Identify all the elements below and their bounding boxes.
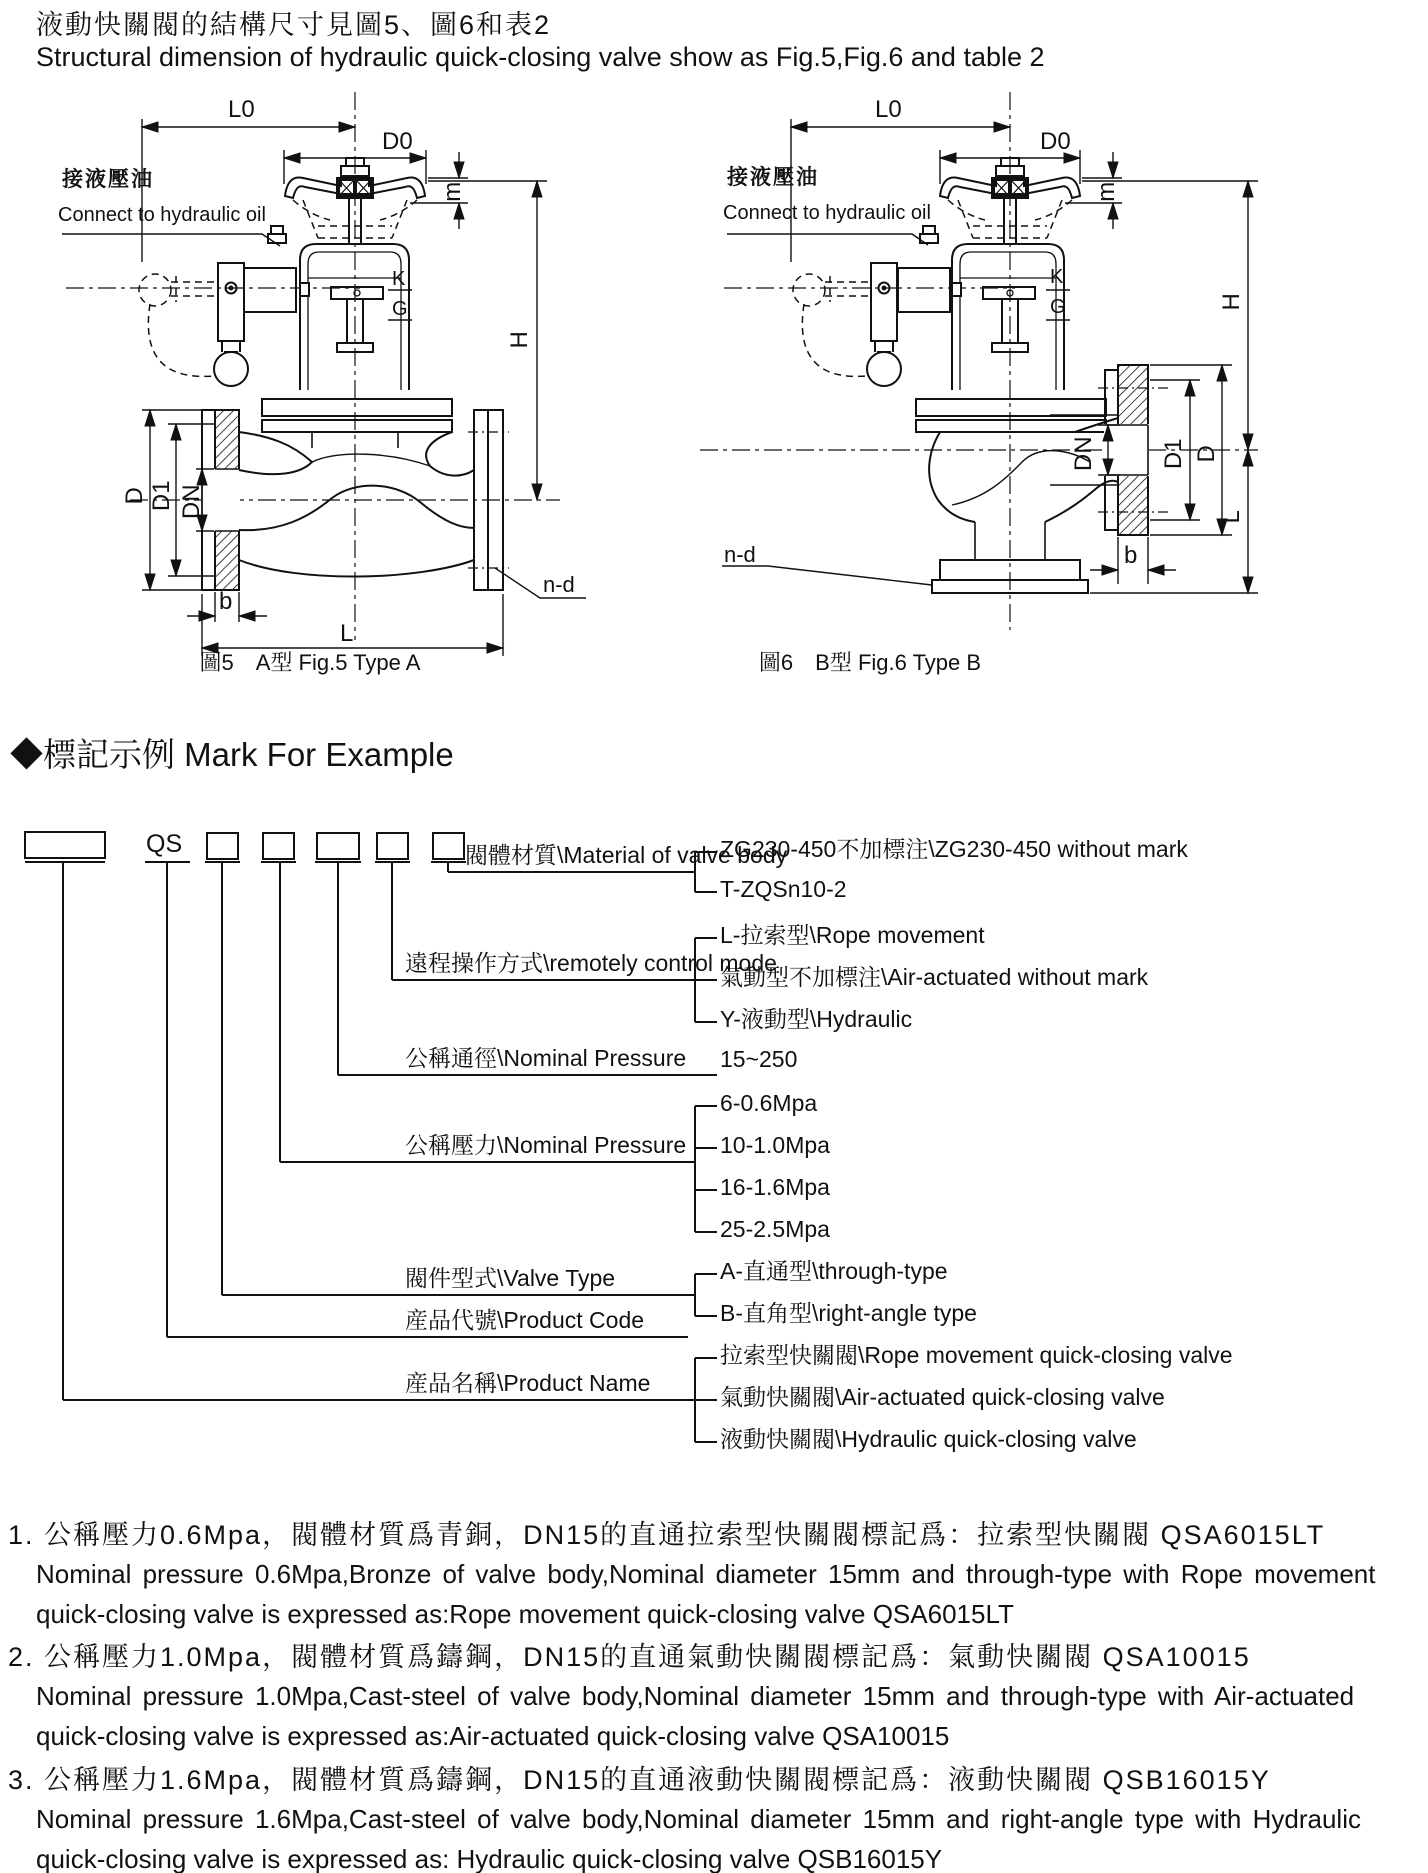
note3-en-line2: quick-closing valve is expressed as: Hydraulic quick-closing valve QSB16015Y	[36, 1844, 943, 1873]
fig6-dim-d-label: D	[1193, 445, 1221, 463]
fig5-dim-l-label: L	[340, 620, 354, 647]
mark-value-diameter-range: 15~250	[720, 1046, 798, 1072]
mark-box-diameter	[317, 833, 359, 859]
fig5-dim-d0-label: D0	[382, 128, 413, 155]
mark-value-name-1: 拉索型快關閥\Rope movement quick-closing valve	[720, 1342, 1233, 1368]
fig5-dim-dn-label: DN	[178, 484, 206, 520]
fig5-dim-b-label: b	[219, 588, 233, 615]
fig6-dim-l-vert-label: L	[1218, 510, 1246, 524]
mark-box-pressure	[263, 833, 294, 859]
mark-value-pressure-2: 10-1.0Mpa	[720, 1132, 830, 1158]
fig6-dim-b-label: b	[1124, 542, 1138, 569]
note1-en-line2: quick-closing valve is expressed as:Rope movement quick-closing valve QSA6015LT	[36, 1599, 1014, 1629]
fig6-dim-nd-label: n-d	[724, 542, 756, 567]
mark-value-material-2: T-ZQSn10-2	[720, 876, 847, 902]
fig6-dim-d1-label: D1	[1160, 438, 1188, 470]
note3-zh: 3. 公稱壓力1.6Mpa，閥體材質爲鑄鋼，DN15的直通液動快關閥標記爲：液動快關閥 QSB16015Y	[8, 1765, 1271, 1795]
note3-en-line1: Nominal pressure 1.6Mpa,Cast-steel of valve body,Nominal diameter 15mm and right-angle type with Hydraulic	[36, 1804, 1361, 1834]
mark-value-pressure-4: 25-2.5Mpa	[720, 1216, 830, 1242]
fig6-dim-dn-label: DN	[1070, 436, 1098, 472]
mark-code-prefix: QS	[146, 830, 183, 858]
mark-box-control-mode	[377, 833, 408, 859]
mark-value-type-b: B-直角型\right-angle type	[720, 1300, 977, 1326]
fig5-hydraulic-note-zh: 接液壓油	[62, 168, 154, 191]
fig6-hydraulic-note-zh: 接液壓油	[727, 166, 819, 189]
fig5-dim-l0-label: L0	[228, 96, 255, 123]
note1-zh: 1. 公稱壓力0.6Mpa，閥體材質爲青銅，DN15的直通拉索型快關閥標記爲：拉索型快關閥 QSA6015LT	[8, 1520, 1326, 1550]
fig6-dim-d0-label: D0	[1040, 128, 1071, 155]
fig6-dim-m-label: m	[1093, 181, 1121, 202]
mark-value-pressure-3: 16-1.6Mpa	[720, 1174, 830, 1200]
page-title-zh: 液動快關閥的結構尺寸見圖5、圖6和表2	[36, 10, 552, 40]
fig5-dim-nd-label: n-d	[543, 572, 575, 597]
note2-en-line1: Nominal pressure 1.0Mpa,Cast-steel of valve body,Nominal diameter 15mm and through-type with Air-actuated	[36, 1681, 1355, 1711]
fig5-dim-k-label: K	[392, 268, 406, 290]
mark-value-mode-3: Y-液動型\Hydraulic	[720, 1006, 913, 1032]
mark-section-heading: ◆標記示例 Mark For Example	[10, 736, 454, 773]
mark-value-pressure-1: 6-0.6Mpa	[720, 1090, 818, 1116]
mark-label-control-mode: 遠程操作方式\remotely control mode	[405, 950, 777, 976]
note2-en-line2: quick-closing valve is expressed as:Air-actuated quick-closing valve QSA10015	[36, 1721, 950, 1751]
fig6-dim-l0-label: L0	[875, 96, 902, 123]
mark-label-diameter: 公稱通徑\Nominal Pressure	[405, 1045, 687, 1071]
page-title-en: Structural dimension of hydraulic quick-closing valve show as Fig.5,Fig.6 and table 2	[36, 42, 1045, 72]
mark-box-valve-type	[207, 833, 238, 859]
fig5-dim-d1-label: D1	[148, 480, 176, 512]
mark-box-product-name	[25, 832, 105, 858]
fig5-caption: 圖5 A型 Fig.5 Type A	[199, 650, 421, 675]
fig6-dim-k-label: K	[1050, 266, 1064, 288]
mark-label-material: 閥體材質\Material of valve body	[465, 842, 788, 868]
mark-box-material	[433, 833, 464, 859]
fig5-hydraulic-note-en: Connect to hydraulic oil	[58, 204, 266, 226]
note2-zh: 2. 公稱壓力1.0Mpa，閥體材質爲鑄鋼，DN15的直通氣動快關閥標記爲：氣動快關閥 QSA10015	[8, 1642, 1251, 1672]
mark-value-name-3: 液動快關閥\Hydraulic quick-closing valve	[720, 1426, 1137, 1452]
mark-label-product-name: 産品名稱\Product Name	[405, 1370, 651, 1396]
fig6-dim-h-label: H	[1218, 293, 1246, 311]
fig5-dim-g-label: G	[392, 298, 408, 320]
fig5-dim-h-label: H	[506, 331, 534, 349]
fig6-dim-g-label: G	[1050, 296, 1066, 318]
mark-value-mode-2: 氣動型不加標注\Air-actuated without mark	[720, 964, 1149, 990]
mark-label-pressure: 公稱壓力\Nominal Pressure	[405, 1132, 687, 1158]
mark-value-name-2: 氣動快關閥\Air-actuated quick-closing valve	[720, 1384, 1165, 1410]
mark-label-product-code: 産品代號\Product Code	[405, 1307, 645, 1333]
fig5-dim-d-label: D	[121, 487, 149, 505]
fig6-caption: 圖6 B型 Fig.6 Type B	[758, 650, 982, 675]
fig6-hydraulic-note-en: Connect to hydraulic oil	[723, 202, 931, 224]
mark-value-type-a: A-直通型\through-type	[720, 1258, 948, 1284]
note1-en-line1: Nominal pressure 0.6Mpa,Bronze of valve body,Nominal diameter 15mm and through-type with Rope movement	[36, 1559, 1376, 1589]
mark-value-material-1: ZG230-450不加標注\ZG230-450 without mark	[720, 836, 1188, 862]
mark-label-valve-type: 閥件型式\Valve Type	[405, 1265, 616, 1291]
fig5-dim-m-label: m	[439, 181, 467, 202]
mark-value-mode-1: L-拉索型\Rope movement	[720, 922, 985, 948]
